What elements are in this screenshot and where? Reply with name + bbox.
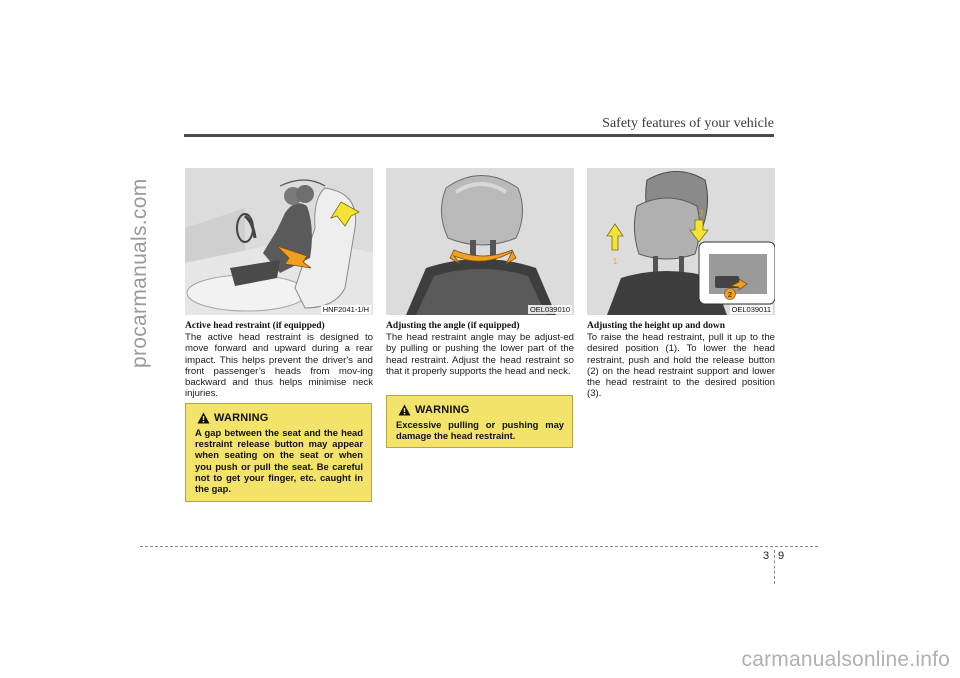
- warning-header: [197, 410, 363, 426]
- warning-label: WARNING: [214, 412, 269, 424]
- section-active-head-restraint: [185, 168, 373, 400]
- warning-triangle-icon: [398, 404, 411, 416]
- footer-rule: [140, 546, 818, 547]
- figure-code: OEL039011: [731, 305, 771, 314]
- warning-header: [398, 402, 564, 418]
- page-header-title: Safety features of your vehicle: [602, 116, 774, 131]
- side-watermark: procarmanuals.com: [128, 178, 151, 368]
- section-body: To raise the head restraint, pull it up to the desired position (1). To lower the head restraint, push and hold the release button (2) on the head restraint support and lower the head restraint to the desired position (3).: [587, 332, 775, 400]
- warning-box-excessive: [386, 395, 573, 448]
- warning-triangle-icon: [197, 412, 210, 424]
- section-title: Adjusting the height up and down: [587, 321, 726, 331]
- section-adjusting-height: [587, 168, 775, 400]
- section-title: Adjusting the angle (if equipped): [386, 321, 520, 331]
- label-2: 2: [727, 290, 733, 299]
- figure-adjusting-height: [587, 168, 775, 315]
- section-title: Active head restraint (if equipped): [185, 321, 325, 331]
- figure-adjusting-angle: [386, 168, 574, 315]
- page-chapter: 3: [763, 550, 770, 562]
- header-rule: [184, 134, 774, 137]
- figure-code: HNF2041-1/H: [322, 305, 369, 314]
- warning-text: Excessive pulling or pushing may damage the head restraint.: [396, 419, 564, 442]
- label-1: 1: [612, 257, 618, 266]
- bottom-watermark: carmanualsonline.info: [741, 648, 950, 671]
- warning-box-gap: [185, 403, 372, 502]
- figure-code: OEL039010: [529, 305, 570, 314]
- active-head-restraint-illustration: [185, 168, 373, 315]
- page-index: 9: [778, 550, 785, 562]
- head-restraint-height-illustration: [587, 168, 775, 315]
- section-body: The active head restraint is designed to move forward and upward during a rear impact. This helps prevent the driver's and front passenger’s heads from mov-ing backward and thus helps minimise neck injuries.: [185, 332, 373, 400]
- warning-text: A gap between the seat and the head restraint release button may appear when seating on the seat or when you push or pull the seat. Be careful not to get your finger, etc. caught in the gap.: [195, 427, 363, 495]
- page-number-divider: [774, 550, 775, 584]
- label-3: 3: [698, 209, 704, 218]
- warning-label: WARNING: [415, 404, 470, 416]
- head-restraint-angle-illustration: [386, 168, 574, 315]
- section-body: The head restraint angle may be adjust-ed by pulling or pushing the lower part of the head restraint. Adjust the head restraint so that it properly supports the head and neck.: [386, 332, 574, 377]
- figure-active-head-restraint: [185, 168, 373, 315]
- section-adjusting-angle: [386, 168, 574, 377]
